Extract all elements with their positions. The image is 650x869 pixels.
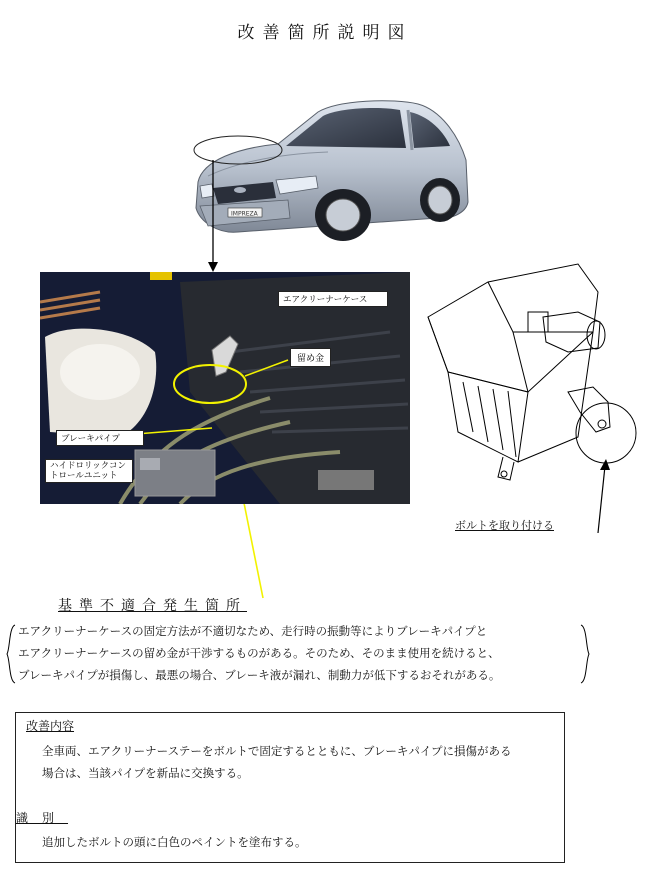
improvement-line: 場合は、当該パイプを新品に交換する。 [42,766,249,780]
page-title: 改善箇所説明図 [237,23,413,43]
license-plate: IMPREZA [231,210,258,218]
identification-heading: 識別 [16,811,69,825]
description-line: ブレーキパイプが損傷し、最悪の場合、ブレーキ液が漏れ、制動力が低下するおそれがある。 [18,668,501,682]
description-line: エアクリーナーケースの留め金が干渉するものがある。そのため、そのまま使用を続けると、 [18,646,500,660]
description-line: エアクリーナーケースの固定方法が不適切なため、走行時の振動等によりブレーキパイプと [18,624,488,638]
brake-pipe-label: ブレーキパイプ [56,430,144,446]
improvement-box [15,712,565,863]
engine-bay-photo [40,272,410,504]
air-cleaner-diagram [418,262,640,487]
improvement-heading: 改善内容 [26,719,75,733]
clip-label: 留め金 [290,348,331,367]
description [18,620,583,686]
right-brace [580,624,590,684]
air-cleaner-case-label: エアクリーナーケース [278,291,388,307]
left-brace [6,624,16,684]
hydraulic-unit-label: ハイドロリックコントロールユニット [45,459,133,483]
redacted-block [318,470,374,490]
section-heading: 基準不適合発生箇所 [58,598,247,614]
identification-line: 追加したボルトの頭に白色のペイントを塗布する。 [42,835,307,849]
bolt-label: ボルトを取り付ける [455,519,554,532]
car-image [178,90,478,250]
improvement-line: 全車両、エアクリーナーステーをボルトで固定するとともに、ブレーキパイプに損傷がある [42,744,512,758]
